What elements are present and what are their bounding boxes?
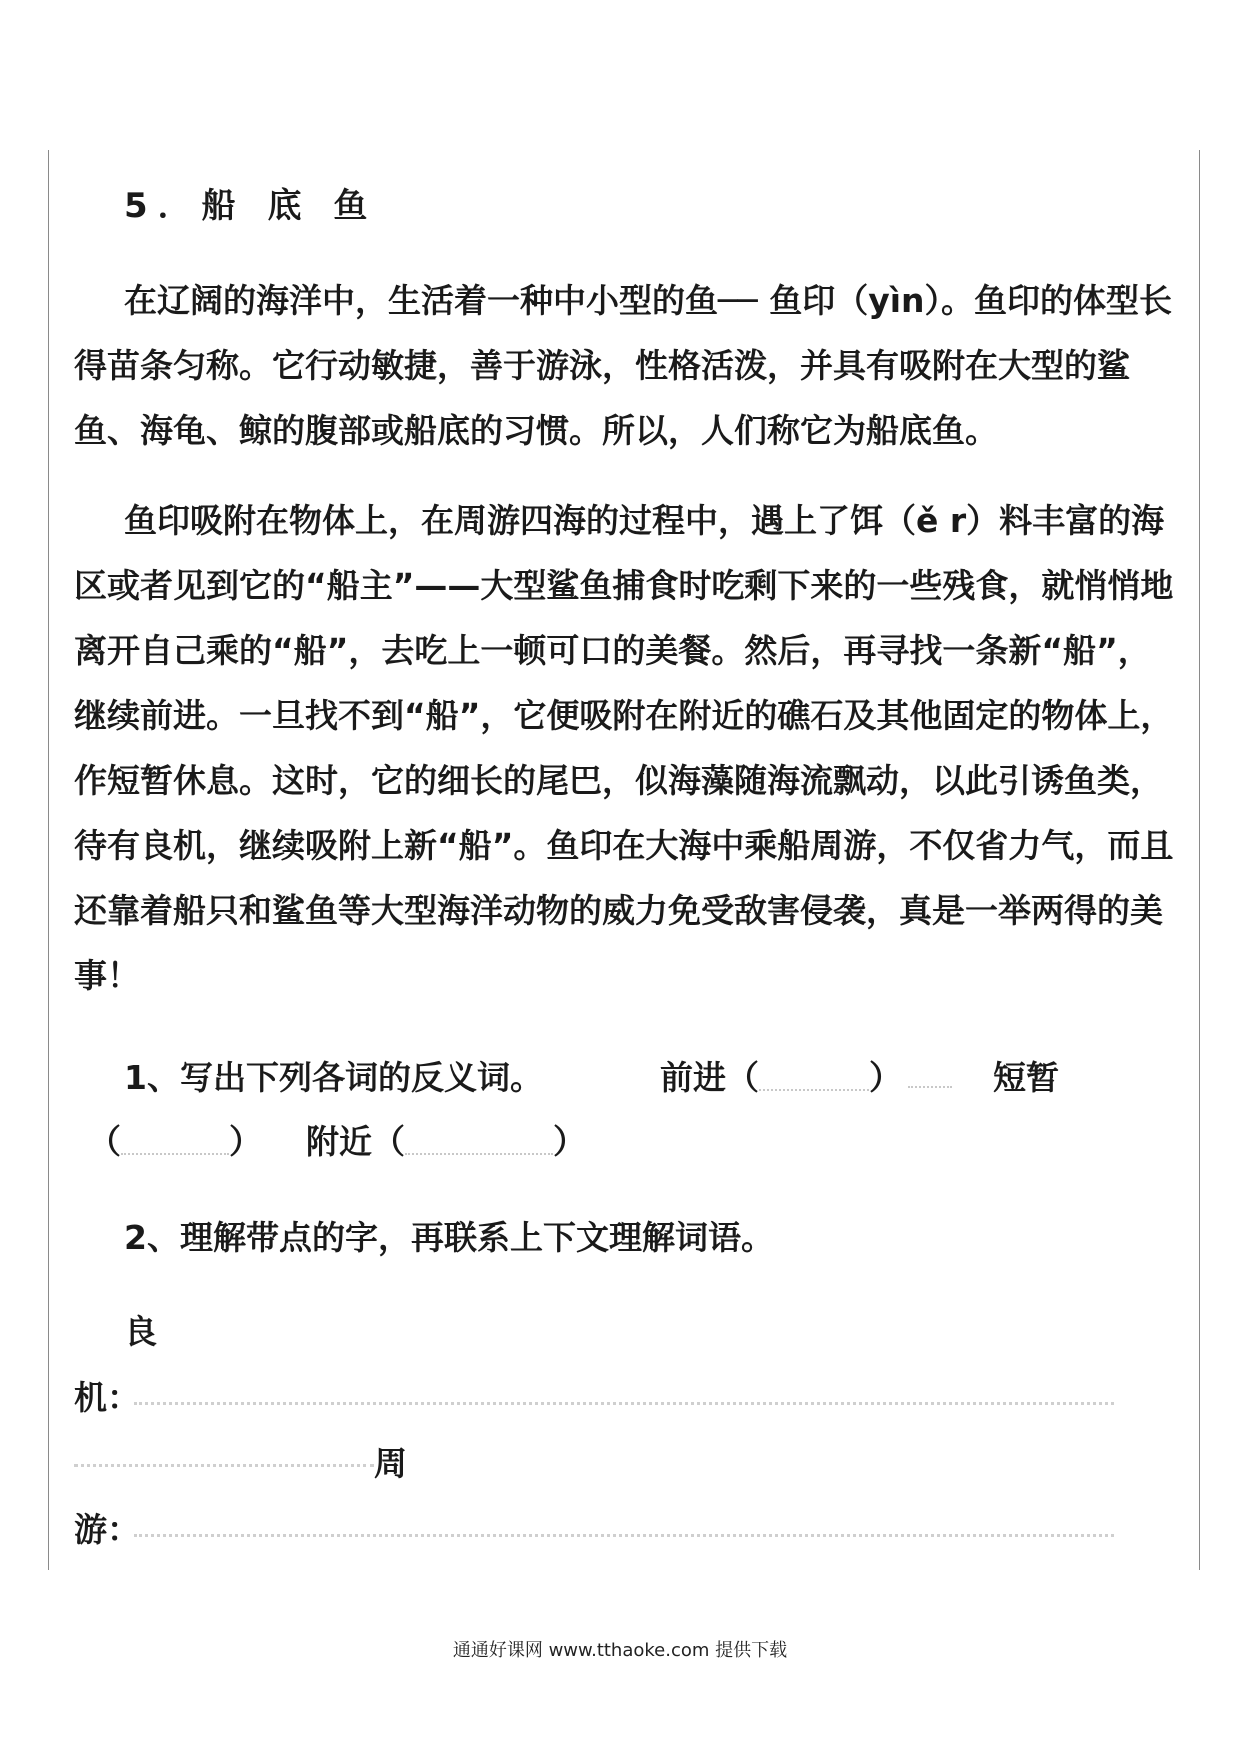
term-you: 游： <box>74 1510 140 1549</box>
answer-blank-3[interactable] <box>405 1133 553 1155</box>
passage-title: 5．船 底 鱼 <box>124 186 378 226</box>
question-1-prompt: 1、写出下列各词的反义词。 <box>124 1058 543 1097</box>
answer-line-liangji-continued[interactable] <box>74 1464 374 1467</box>
answer-line-liangji[interactable] <box>134 1402 1114 1405</box>
term-liang: 良 <box>124 1312 157 1351</box>
close-paren-3: ） <box>553 1122 586 1161</box>
question-1-item-1 <box>660 1052 902 1099</box>
question-1-item-3 <box>306 1116 586 1163</box>
right-margin-line <box>1199 150 1200 1570</box>
question-2-prompt: 2、理解带点的字，再联系上下文理解词语。 <box>124 1218 774 1257</box>
answer-blank-2[interactable] <box>121 1133 229 1155</box>
answer-line-zhouyou[interactable] <box>134 1534 1114 1537</box>
close-paren-1: ） <box>869 1058 902 1097</box>
word-fujin: 附近（ <box>306 1122 405 1161</box>
paragraph-2 <box>74 488 1174 1008</box>
word-duanzan: 短暂 <box>993 1058 1059 1097</box>
open-paren-2: （ <box>88 1122 121 1161</box>
close-paren-2: ） <box>229 1122 262 1161</box>
paragraph-1 <box>74 268 1174 463</box>
footer-source: 通通好课网 www.tthaoke.com 提供下载 <box>452 1640 788 1661</box>
answer-blank-1[interactable] <box>759 1069 869 1091</box>
question-1-item-2 <box>88 1116 262 1163</box>
word-qianjin: 前进（ <box>660 1058 759 1097</box>
dotted-filler-1 <box>908 1066 952 1088</box>
term-ji: 机： <box>74 1378 140 1417</box>
paragraph-1-text: 在辽阔的海洋中，生活着一种中小型的鱼── 鱼印（yìn）。鱼印的体型长得苗条匀称。它行动敏捷，善于游泳，性格活泼，并具有吸附在大型的鲨鱼、海龟、鲸的腹部或船底的习惯。所以，人们称它为船底鱼。 <box>74 281 1173 450</box>
term-zhou: 周 <box>374 1444 407 1483</box>
left-margin-line <box>48 150 49 1570</box>
paragraph-2-text: 鱼印吸附在物体上，在周游四海的过程中，遇上了饵（ě r）料丰富的海区或者见到它的“船主”——大型鲨鱼捕食时吃剩下来的一些残食，就悄悄地离开自己乘的“船”，去吃上一顿可口的美餐。然后，再寻找一条新“船”，继续前进。一旦找不到“船”，它便吸附在附近的礁石及其他固定的物体上，作短暂休息。这时，它的细长的尾巴，似海藻随海流飘动，以此引诱鱼类，待有良机，继续吸附上新“船”。鱼印在大海中乘船周游，不仅省力气，而且还靠着船只和鲨鱼等大型海洋动物的威力免受敌害侵袭，真是一举两得的美事！ <box>74 501 1174 995</box>
